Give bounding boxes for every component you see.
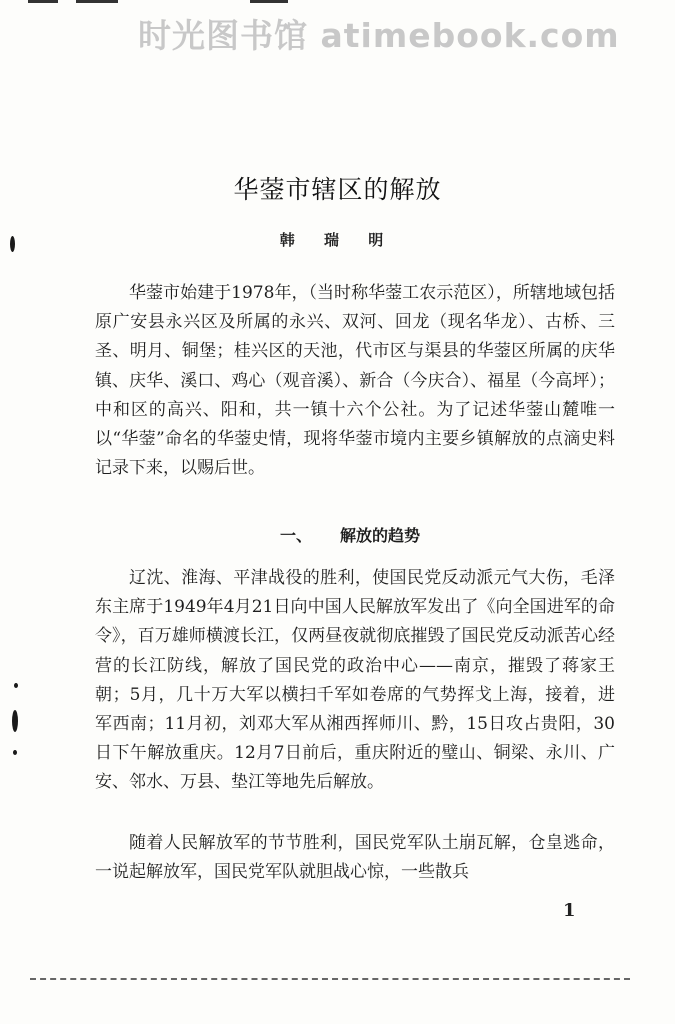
page-title: 华蓥市辖区的解放	[233, 175, 442, 204]
scan-mark	[76, 0, 118, 3]
scan-blot	[12, 710, 18, 732]
bottom-rule	[30, 978, 630, 980]
paragraph-retreat: 随着人民解放军的节节胜利，国民党军队土崩瓦解，仓皇逃命，一说起解放军，国民党军队就胆战心惊，一些散兵	[95, 833, 615, 883]
scan-blot	[10, 236, 15, 252]
paragraph-situation: 辽沈、淮海、平津战役的胜利，使国民党反动派元气大伤，毛泽东主席于1949年4月21日向中国人民解放军发出了《向全国进军的命令》，百万雄师横渡长江，仅两昼夜就彻底摧毁了国民党反动派苦心经营的长江防线，解放了国民党的政治中心——南京，摧毁了蒋家王朝；5月，几十万大军以横扫千军如卷席的气势挥戈上海，接着，进军西南；11月初，刘邓大军从湘西挥师川、黔，15日攻占贵阳，30日下午解放重庆。12月7日前后，重庆附近的璧山、铜梁、永川、广安、邻水、万县、垫江等地先后解放。	[95, 568, 615, 793]
scan-mark	[250, 0, 288, 3]
watermark: 时光图书馆 atimebook.com	[138, 16, 620, 55]
section-title: 解放的趋势	[340, 526, 421, 545]
scan-mark	[28, 0, 58, 3]
section-number: 一、	[280, 526, 313, 545]
author-name: 韩 瑞 明	[279, 231, 396, 249]
paragraph-intro: 华蓥市始建于1978年，（当时称华蓥工农示范区），所辖地域包括原广安县永兴区及所属的永兴、双河、回龙（现名华龙）、古桥、三圣、明月、铜堡；桂兴区的天池，代市区与渠县的华蓥区所属的庆华镇、庆华、溪口、鸡心（观音溪）、新合（今庆合）、福星（今高坪）；中和区的高兴、阳和，共一镇十六个公社。为了记述华蓥山麓唯一以“华蓥”命名的华蓥史情，现将华蓥市境内主要乡镇解放的点滴史料记录下来，以赐后世。	[95, 283, 615, 479]
section-heading	[280, 523, 420, 546]
page-number: 1	[563, 900, 576, 921]
scan-blot	[13, 750, 17, 755]
scan-blot	[14, 683, 18, 688]
